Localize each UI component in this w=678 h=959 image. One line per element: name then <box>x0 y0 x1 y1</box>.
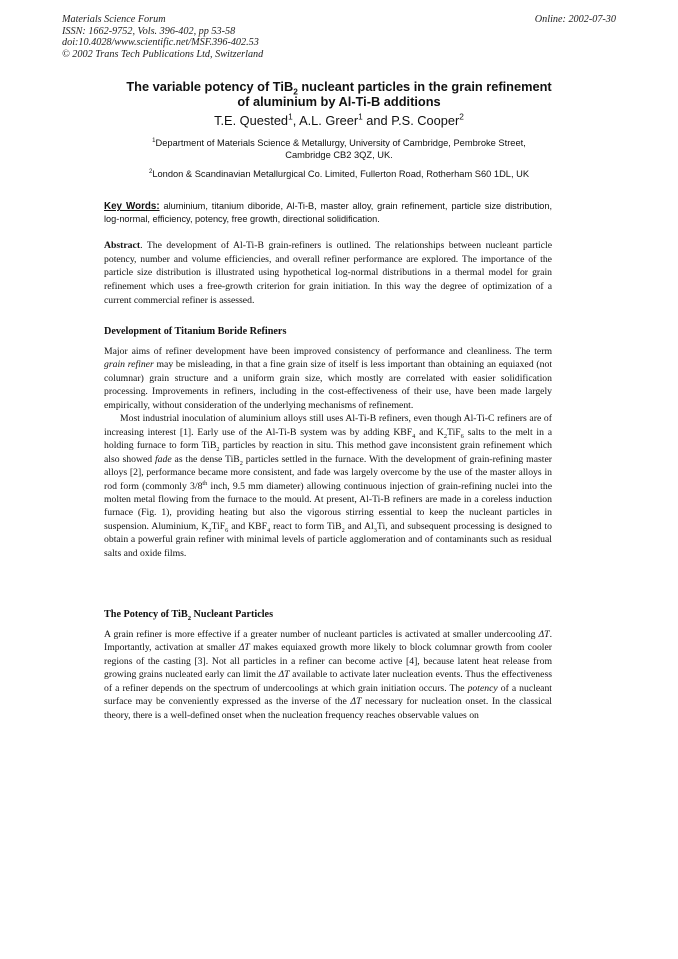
subscript: 4 <box>412 432 416 440</box>
section-heading-development: Development of Titanium Boride Refiners <box>104 326 287 337</box>
subscript: 2 <box>239 459 243 467</box>
text-run: . Importantly, activation at smaller <box>104 629 552 654</box>
text-run: TiF <box>447 426 461 438</box>
text-run: and Al <box>344 520 374 532</box>
online-date: Online: 2002-07-30 <box>534 14 616 25</box>
subscript: 2 <box>208 526 212 534</box>
subscript: 2 <box>341 526 345 534</box>
author-1-affil: 1 <box>288 111 293 122</box>
affiliation-2 <box>100 169 578 181</box>
text-run: TiF <box>211 520 226 532</box>
abstract-block <box>104 239 552 308</box>
math-delta-t: ΔT <box>538 629 550 640</box>
text-run: particles settled in the furnace. With the development of grain-refining master alloys [2], performance became more consistent, and fade was largely overcome by the use of the master alloys in rod form (commonly 3/8 <box>104 453 552 492</box>
journal-header <box>62 14 263 60</box>
subscript: 3 <box>373 526 377 534</box>
doi-line[interactable]: doi:10.4028/www.scientific.net/MSF.396-402.53 <box>62 37 259 49</box>
author-3-affil: 2 <box>459 111 464 122</box>
author-list <box>100 113 578 128</box>
keywords-text: aluminium, titanium diboride, Al-Ti-B, master alloy, grain refinement, particle size distribution, log-normal, efficiency, potency, free growth, directional solidification. <box>104 201 553 224</box>
subscript: 4 <box>267 526 271 534</box>
affiliation-1-line2: Cambridge CB2 3QZ, UK. <box>285 149 393 160</box>
abstract-label: Abstract <box>104 240 141 251</box>
copyright-line: © 2002 Trans Tech Publications Ltd, Switzerland <box>62 48 264 60</box>
author-1: T.E. Quested <box>214 113 289 128</box>
subscript: 6 <box>225 526 229 534</box>
subscript: 2 <box>443 432 447 440</box>
text-run: of a nucleant surface may be conveniently expressed as the inverse of the <box>104 682 552 708</box>
text-run: may be misleading, in that a fine grain size of itself is less important than obtaining an equiaxed (not columnar) grain structure and a uniform grain size, which mostly are correlated with easier solidification processing. Improvements in refiners, including in the cost-effectiveness of their use, have been made largely empirically, without consideration of the underlying mechanisms of refinement. <box>104 359 553 411</box>
paper-title <box>100 79 578 109</box>
text-run: necessary for nucleation onset. In the classical theory, there is a well-defined onset when the nucleation frequency reaches observable values on <box>104 696 552 721</box>
subscript: 6 <box>460 432 464 440</box>
text-run: react to form TiB <box>270 520 342 532</box>
math-delta-t: ΔT <box>350 696 362 708</box>
text-run: particles by reaction in situ. This method gave inconsistent grain refinement which also showed <box>104 440 552 465</box>
issn-line: ISSN: 1662-9752, Vols. 396-402, pp 53-58 <box>62 25 236 37</box>
title-part1: The variable potency of TiB <box>126 79 294 94</box>
text-run: salts to the melt in a holding furnace to form TiB <box>104 426 553 452</box>
author-2-affil: 1 <box>358 111 363 122</box>
section-development-body <box>104 345 552 560</box>
affiliation-2-number: 2 <box>148 168 153 175</box>
paragraph <box>104 628 552 722</box>
text-run: and K <box>415 426 444 438</box>
title-sub: 2 <box>293 86 298 97</box>
text-run: Most industrial inoculation of aluminium alloys still uses Al-Ti-B refiners, even though Al-Ti-C refiners are of increasing interest [1]. Early use of the Al-Ti-B system was by adding KBF <box>104 413 552 438</box>
title-line2: of aluminium by Al-Ti-B additions <box>237 94 441 109</box>
section-potency-body <box>104 628 552 722</box>
keywords-block <box>104 200 552 225</box>
paragraph <box>104 345 552 412</box>
subscript: 2 <box>216 446 220 454</box>
math-delta-t: ΔT <box>278 669 290 681</box>
title-part2: nucleant particles in the grain refinement <box>297 79 552 94</box>
keywords-label: Key Words: <box>104 201 160 212</box>
superscript: th <box>202 479 208 487</box>
author-2: , A.L. Greer <box>292 113 359 128</box>
author-3: and P.S. Cooper <box>362 113 460 128</box>
emphasis-text: potency <box>467 682 498 694</box>
heading-text: Nucleant Particles <box>191 609 274 620</box>
emphasis-text: grain refiner <box>104 359 154 371</box>
abstract-text: . The development of Al-Ti-B grain-refiners is outlined. The relationships between nucleant particle potency, number and volume efficiencies, and overall refiner performance are explored. The importance of the particle size distribution is illustrated using hypothetical log-normal distributions in a thermal model for grain refinement which uses a free-growth criterion for grain initiation. In this way the degree of optimization of a current commercial refiner is assessed. <box>104 240 552 306</box>
text-run: A grain refiner is more effective if a greater number of nucleant particles is activated at smaller undercooling <box>104 629 539 640</box>
text-run: makes equiaxed growth more likely to block columnar growth from cooler regions of the casting [3]. Not all particles in a refiner can become active [4], because latent heat release from growing grains nucleated early can limit the <box>104 642 553 681</box>
text-run: available to activate later nucleation events. Thus the effectiveness of a refiner depends on the spectrum of undercoolings at which grain initiation occurs. The <box>104 669 552 694</box>
journal-name: Materials Science Forum <box>62 14 166 25</box>
affiliation-1 <box>100 138 578 162</box>
text-run: and KBF <box>228 520 267 532</box>
text-run: inch, 9.5 mm diameter) allowing continuous injection of grain-refining nuclei into the molten metal flowing from the furnace to the mould. At present, Al-Ti-B refiners are made in a coreless induction furnace (Fig. 1), providing heating but also the vigorous stirring essential to keep the nucleant particles in suspension. Aluminium, K <box>104 480 552 532</box>
affiliation-1-number: 1 <box>152 137 156 144</box>
affiliation-2-text: London & Scandinavian Metallurgical Co. Limited, Fullerton Road, Rotherham S60 1DL, UK <box>152 169 530 179</box>
text-run: Major aims of refiner development have been improved consistency of performance and cleanliness. The term <box>104 346 552 357</box>
section-heading-potency <box>104 609 274 623</box>
text-run: Ti, and subsequent processing is designed to obtain a powerful grain refiner with minimal levels of particle agglomeration and of contaminants such as residual salts and oxide films. <box>104 520 552 559</box>
heading-text: The Potency of TiB <box>104 609 188 620</box>
text-run: as the dense TiB <box>171 453 240 465</box>
emphasis-text: fade <box>154 453 172 465</box>
affiliation-1-line1: Department of Materials Science & Metallurgy, University of Cambridge, Pembroke Street, <box>155 138 526 148</box>
subscript: 2 <box>187 615 191 623</box>
math-delta-t: ΔT <box>238 642 250 654</box>
paragraph <box>104 412 552 560</box>
